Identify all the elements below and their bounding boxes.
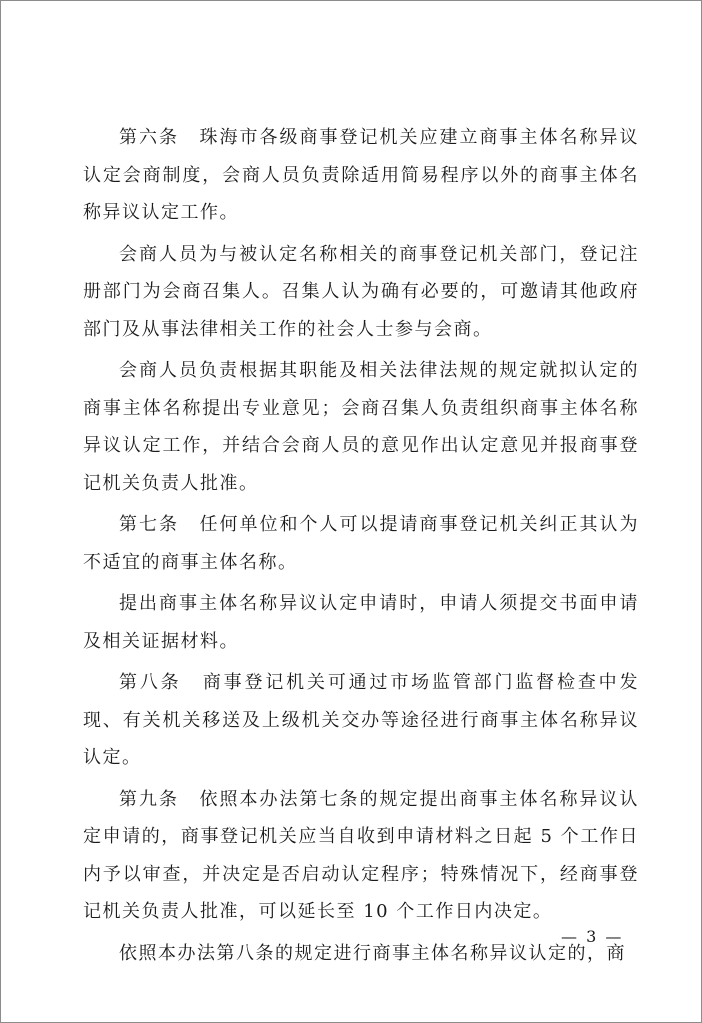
paragraph-article-9 bbox=[83, 781, 639, 931]
paragraph-article-6 bbox=[83, 119, 639, 232]
article-heading: 第六条 bbox=[119, 127, 179, 148]
paragraph-text: 提出商事主体名称异议认定申请时，申请人须提交书面申请及相关证据材料。 bbox=[83, 593, 639, 652]
paragraph-text: 珠海市各级商事登记机关应建立商事主体名称异议认定会商制度，会商人员负责除适用简易程序以外的商事主体名称异议认定工作。 bbox=[83, 127, 639, 223]
paragraph-continued bbox=[83, 935, 639, 973]
document-body bbox=[83, 119, 639, 976]
paragraph-text: 会商人员负责根据其职能及相关法律法规的规定就拟认定的商事主体名称提出专业意见；会商召集人负责组织商事主体名称异议认定工作，并结合会商人员的意见作出认定意见并报商事登记机关负责人批准。 bbox=[83, 360, 639, 494]
paragraph-meeting-members bbox=[83, 236, 639, 349]
paragraph-article-8 bbox=[83, 664, 639, 777]
paragraph-application-materials bbox=[83, 585, 639, 660]
paragraph-text: 依照本办法第八条的规定进行商事主体名称异议认定的，商 bbox=[119, 942, 626, 964]
paragraph-text: 商事登记机关可通过市场监管部门监督检查中发现、有关机关移送及上级机关交办等途径进行商事主体名称异议认定。 bbox=[83, 672, 639, 768]
paragraph-text: 依照本办法第七条的规定提出商事主体名称异议认定申请的，商事登记机关应当自收到申请材料之日起 5 个工作日内予以审查，并决定是否启动认定程序；特殊情况下，经商事登记机关负责人批准，可以延长至 10 个工作日内决定。 bbox=[83, 788, 639, 922]
page-number: — 3 — bbox=[561, 927, 624, 946]
article-heading: 第八条 bbox=[119, 672, 182, 693]
paragraph-meeting-duties bbox=[83, 352, 639, 502]
paragraph-article-7 bbox=[83, 506, 639, 581]
article-heading: 第七条 bbox=[119, 514, 179, 535]
article-heading: 第九条 bbox=[119, 788, 179, 810]
paragraph-text: 会商人员为与被认定名称相关的商事登记机关部门，登记注册部门为会商召集人。召集人认为确有必要的，可邀请其他政府部门及从事法律相关工作的社会人士参与会商。 bbox=[83, 243, 639, 340]
paragraph-text: 任何单位和个人可以提请商事登记机关纠正其认为不适宜的商事主体名称。 bbox=[83, 514, 639, 573]
